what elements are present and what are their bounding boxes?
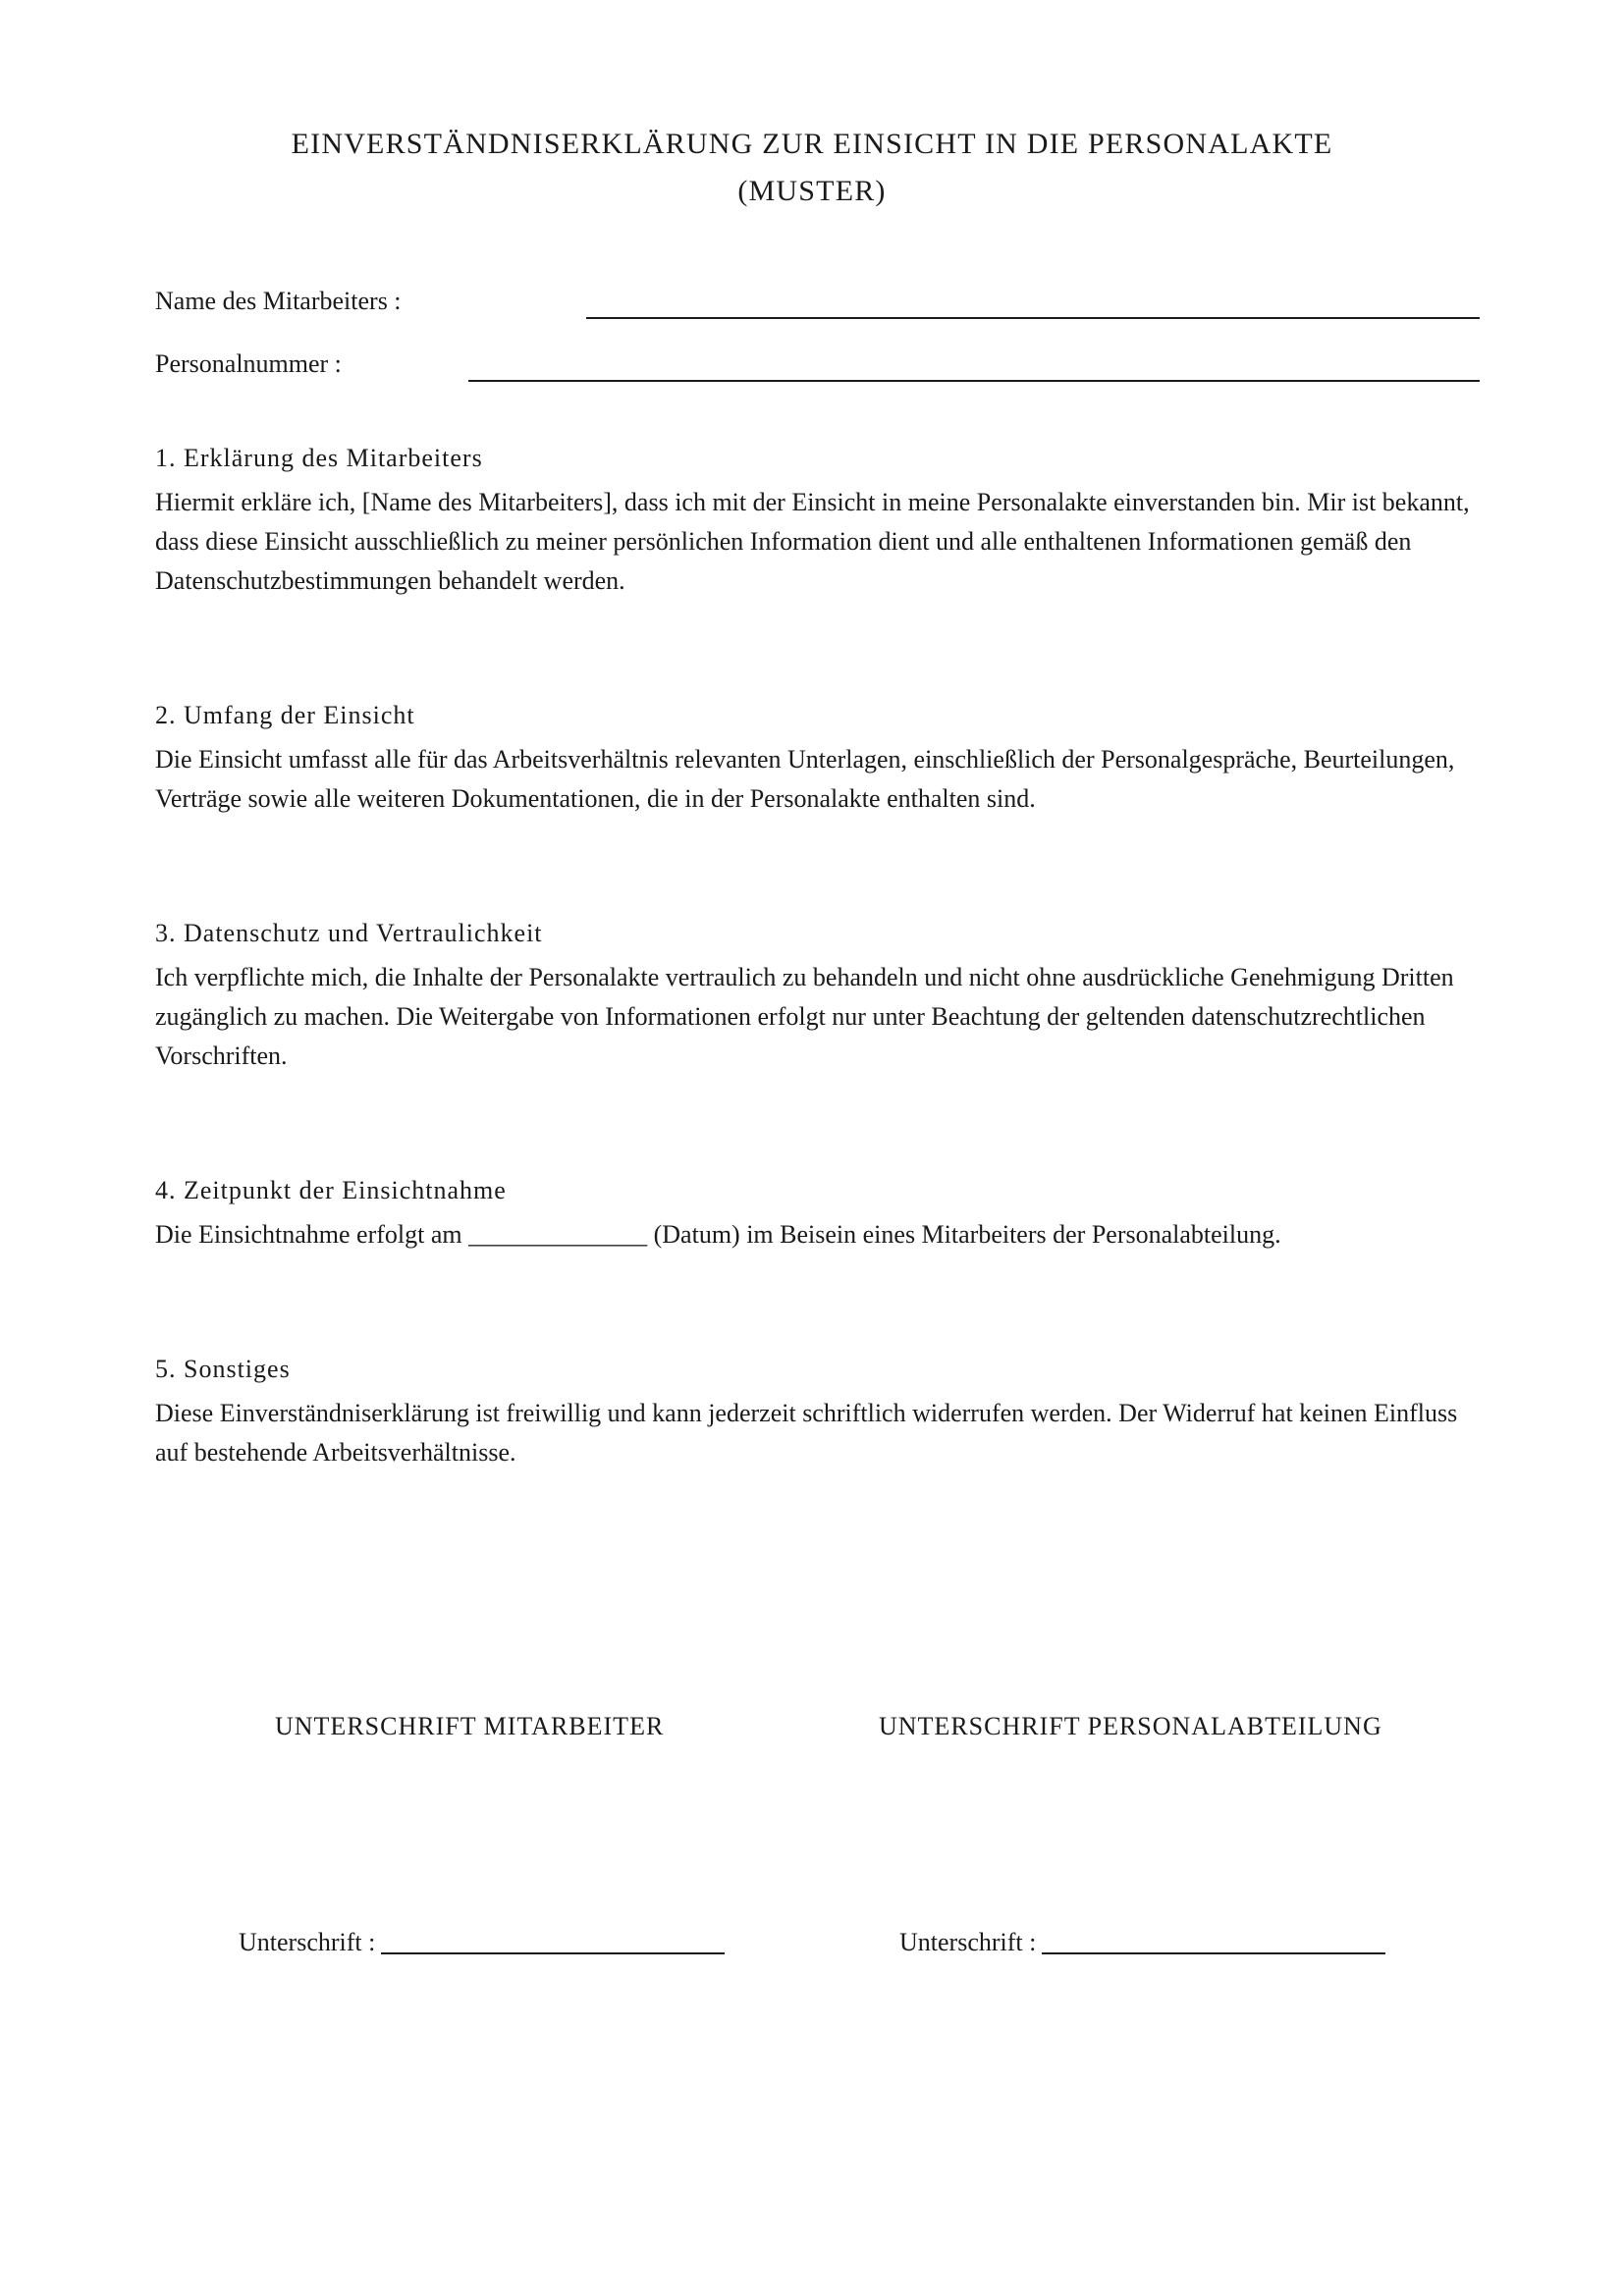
document-subtitle: (MUSTER) xyxy=(737,175,887,207)
document-title: EINVERSTÄNDNISERKLÄRUNG ZUR EINSICHT IN DIE PERSONALAKTE xyxy=(291,128,1333,160)
personal-number-label: Personalnummer : xyxy=(155,349,342,378)
section-employee-declaration xyxy=(155,443,1476,601)
employee-name-field[interactable] xyxy=(586,317,1480,319)
employee-signature-heading: UNTERSCHRIFT MITARBEITER xyxy=(275,1712,665,1740)
section-heading: 3. Datenschutz und Vertraulichkeit xyxy=(155,919,543,947)
employee-signature-line[interactable] xyxy=(381,1952,725,1954)
section-miscellaneous xyxy=(155,1354,1476,1472)
section-heading: 2. Umfang der Einsicht xyxy=(155,701,415,729)
section-body: Diese Einverständniserklärung ist freiwillig und kann jederzeit schriftlich widerrufen werden. Der Widerruf hat keinen Einfluss auf bestehende Arbeitsverhältnisse. xyxy=(155,1399,1458,1467)
hr-signature-heading: UNTERSCHRIFT PERSONALABTEILUNG xyxy=(879,1712,1382,1740)
hr-signature-line[interactable] xyxy=(1042,1952,1385,1954)
section-inspection-date xyxy=(155,1175,1476,1255)
section-body: Die Einsicht umfasst alle für das Arbeitsverhältnis relevanten Unterlagen, einschließlich der Personalgespräche, Beurteilungen, Verträge sowie alle weiteren Dokumentationen, die in der Personalakte enthalten sind. xyxy=(155,745,1455,813)
section-heading: 1. Erklärung des Mitarbeiters xyxy=(155,444,483,472)
employee-signature-label: Unterschrift : xyxy=(239,1928,376,1956)
section-body: Ich verpflichte mich, die Inhalte der Personalakte vertraulich zu behandeln und nicht ohne ausdrückliche Genehmigung Dritten zugänglich zu machen. Die Weitergabe von Informationen erfolgt nur unter Beachtung der geltenden datenschutzrechtlichen Vorschriften. xyxy=(155,963,1454,1070)
section-body: Die Einsichtnahme erfolgt am ______________ (Datum) im Beisein eines Mitarbeiters der Personalabteilung. xyxy=(155,1220,1281,1249)
personal-number-field[interactable] xyxy=(468,380,1480,382)
section-heading: 5. Sonstiges xyxy=(155,1355,291,1383)
hr-signature-label: Unterschrift : xyxy=(899,1928,1037,1956)
section-scope xyxy=(155,700,1476,819)
employee-name-label: Name des Mitarbeiters : xyxy=(155,287,402,315)
employee-signature-field xyxy=(239,1927,725,1958)
hr-signature-field xyxy=(899,1927,1385,1958)
section-heading: 4. Zeitpunkt der Einsichtnahme xyxy=(155,1176,507,1204)
section-data-protection xyxy=(155,918,1476,1076)
section-body: Hiermit erkläre ich, [Name des Mitarbeiters], dass ich mit der Einsicht in meine Personalakte einverstanden bin. Mir ist bekannt, dass diese Einsicht ausschließlich zu meiner persönlichen Information dient und alle enthaltenen Informationen gemäß den Datenschutzbestimmungen behandelt werden. xyxy=(155,488,1470,595)
